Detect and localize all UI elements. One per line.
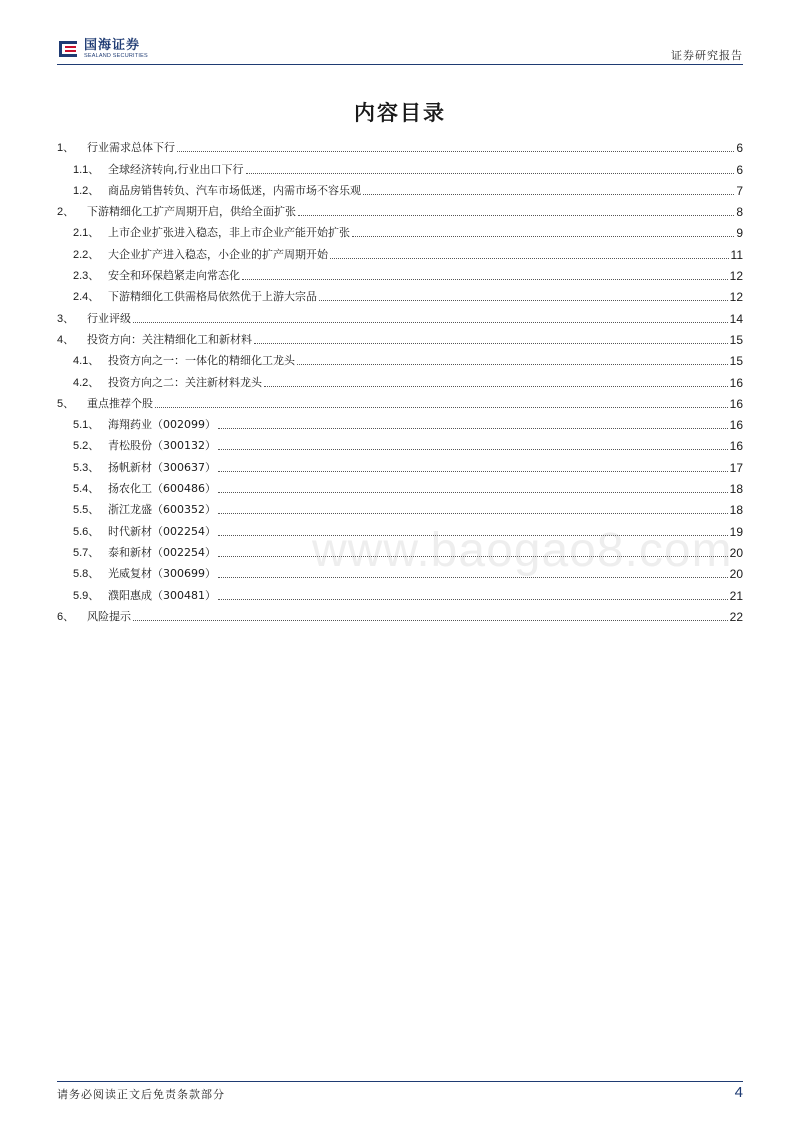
- toc-entry-number: 5.7、: [73, 546, 100, 559]
- toc-leader-dots: [218, 471, 728, 472]
- toc-entry[interactable]: [57, 134, 743, 155]
- toc-entry-page: 11: [730, 247, 743, 262]
- toc-entry-label: 上市企业扩张进入稳态，非上市企业产能开始扩张: [108, 226, 350, 240]
- toc-entry-page: 6: [736, 141, 743, 156]
- toc-entry[interactable]: [57, 347, 743, 368]
- toc-entry[interactable]: [57, 475, 743, 496]
- toc-entry-label: 濮阳惠成（300481）: [108, 588, 216, 602]
- toc-leader-dots: [246, 173, 735, 174]
- toc-leader-dots: [218, 513, 728, 514]
- toc-leader-dots: [319, 300, 728, 301]
- toc-leader-dots: [218, 449, 728, 450]
- toc-entry-number: 2.2、: [73, 248, 100, 261]
- toc-leader-dots: [297, 364, 728, 365]
- toc-entry-number: 4.1、: [73, 355, 100, 368]
- toc-entry[interactable]: [57, 390, 743, 411]
- toc-entry-number: 5.3、: [73, 461, 100, 474]
- toc-entry-page: 17: [729, 460, 743, 475]
- toc-entry-page: 9: [736, 226, 743, 241]
- logo-chinese-name: 国海证券: [84, 37, 141, 53]
- company-logo: [57, 38, 148, 60]
- toc-entry-label: 投资方向之二：关注新材料龙头: [108, 375, 262, 389]
- toc-entry[interactable]: [57, 496, 743, 517]
- sealand-logo-icon: [57, 38, 79, 60]
- toc-leader-dots: [218, 492, 728, 493]
- toc-entry-label: 青松股份（300132）: [108, 439, 216, 453]
- toc-entry-number: 1.1、: [73, 163, 100, 176]
- toc-entry-label: 全球经济转向,行业出口下行: [108, 162, 244, 176]
- toc-entry-label: 扬帆新材（300637）: [108, 460, 216, 474]
- toc-entry-number: 6、: [57, 610, 75, 623]
- toc-entry-page: 8: [736, 205, 743, 220]
- toc-leader-dots: [133, 322, 728, 323]
- toc-entry[interactable]: [57, 368, 743, 389]
- toc-entry[interactable]: [57, 581, 743, 602]
- toc-leader-dots: [264, 386, 728, 387]
- toc-entry-label: 投资方向之一：一体化的精细化工龙头: [108, 354, 295, 368]
- toc-entry-page: 16: [729, 418, 743, 433]
- toc-entry-page: 16: [729, 375, 743, 390]
- toc-leader-dots: [330, 258, 729, 259]
- toc-entry-number: 2.4、: [73, 291, 100, 304]
- page-number: 4: [734, 1084, 743, 1101]
- toc-entry-label: 海翔药业（002099）: [108, 418, 216, 432]
- toc-entry[interactable]: [57, 326, 743, 347]
- toc-entry-page: 12: [729, 269, 743, 284]
- toc-leader-dots: [155, 407, 728, 408]
- toc-leader-dots: [298, 215, 734, 216]
- toc-entry-number: 3、: [57, 312, 75, 325]
- toc-entry-page: 20: [729, 545, 743, 560]
- toc-leader-dots: [218, 599, 728, 600]
- toc-entry-label: 投资方向：关注精细化工和新材料: [87, 332, 252, 346]
- toc-leader-dots: [218, 428, 728, 429]
- toc-leader-dots: [352, 236, 734, 237]
- report-type-label: 证券研究报告: [671, 49, 743, 62]
- toc-entry-number: 5.9、: [73, 589, 100, 602]
- toc-entry-number: 1.2、: [73, 184, 100, 197]
- toc-entry-number: 5.2、: [73, 440, 100, 453]
- watermark: www.baogao8.com: [312, 524, 733, 577]
- toc-entry[interactable]: [57, 219, 743, 240]
- toc-entry-page: 22: [729, 609, 743, 624]
- toc-entry[interactable]: [57, 453, 743, 474]
- toc-entry-label: 行业需求总体下行: [87, 141, 175, 155]
- toc-entry-label: 大企业扩产进入稳态，小企业的扩产周期开始: [108, 247, 328, 261]
- toc-entry-page: 21: [729, 588, 743, 603]
- toc-entry-label: 时代新材（002254）: [108, 524, 216, 538]
- toc-entry-page: 15: [729, 332, 743, 347]
- toc-entry[interactable]: [57, 198, 743, 219]
- toc-entry-number: 5.4、: [73, 483, 100, 496]
- toc-entry-number: 5.1、: [73, 419, 100, 432]
- toc-leader-dots: [177, 151, 734, 152]
- toc-entry-label: 商品房销售转负、汽车市场低迷，内需市场不容乐观: [108, 183, 361, 197]
- toc-entry-page: 19: [729, 524, 743, 539]
- toc-entry-label: 扬农化工（600486）: [108, 482, 216, 496]
- toc-entry-number: 2.1、: [73, 227, 100, 240]
- toc-entry-label: 光威复材（300699）: [108, 567, 216, 581]
- toc-leader-dots: [254, 343, 728, 344]
- toc-leader-dots: [242, 279, 728, 280]
- toc-entry-page: 6: [736, 162, 743, 177]
- toc-entry[interactable]: [57, 283, 743, 304]
- toc-entry-label: 下游精细化工扩产周期开启，供给全面扩张: [87, 205, 296, 219]
- toc-entry-label: 下游精细化工供需格局依然优于上游大宗品: [108, 290, 317, 304]
- toc-entry-label: 重点推荐个股: [87, 396, 153, 410]
- toc-entry-page: 18: [729, 482, 743, 497]
- footer-divider: [57, 1081, 743, 1082]
- toc-entry[interactable]: [57, 603, 743, 624]
- toc-entry-number: 4、: [57, 333, 75, 346]
- toc-entry[interactable]: [57, 155, 743, 176]
- toc-entry[interactable]: [57, 304, 743, 325]
- toc-entry[interactable]: [57, 432, 743, 453]
- toc-entry-label: 行业评级: [87, 311, 131, 325]
- toc-entry-label: 安全和环保趋紧走向常态化: [108, 269, 240, 283]
- toc-entry[interactable]: [57, 177, 743, 198]
- toc-entry-number: 5.5、: [73, 504, 100, 517]
- toc-entry-label: 浙江龙盛（600352）: [108, 503, 216, 517]
- header-divider: [57, 64, 743, 65]
- toc-entry-page: 16: [729, 396, 743, 411]
- toc-entry-page: 16: [729, 439, 743, 454]
- logo-english-name: SEALAND SECURITIES: [84, 52, 148, 59]
- toc-entry-page: 18: [729, 503, 743, 518]
- toc-entry-page: 14: [729, 311, 743, 326]
- toc-entry-number: 4.2、: [73, 376, 100, 389]
- page-title: 内容目录: [354, 101, 446, 125]
- footer-disclaimer: 请务必阅读正文后免责条款部分: [57, 1088, 225, 1101]
- toc-entry-number: 1、: [57, 142, 75, 155]
- toc-entry-number: 5.8、: [73, 568, 100, 581]
- toc-entry-number: 5、: [57, 397, 75, 410]
- toc-entry-number: 5.6、: [73, 525, 100, 538]
- toc-entry-label: 泰和新材（002254）: [108, 545, 216, 559]
- page-header: [0, 0, 800, 66]
- toc-entry-page: 20: [729, 567, 743, 582]
- toc-entry[interactable]: [57, 262, 743, 283]
- toc-entry-label: 风险提示: [87, 609, 131, 623]
- toc-entry-page: 15: [729, 354, 743, 369]
- toc-entry-number: 2、: [57, 206, 75, 219]
- toc-entry-page: 7: [736, 183, 743, 198]
- toc-entry[interactable]: [57, 411, 743, 432]
- toc-leader-dots: [133, 620, 728, 621]
- toc-leader-dots: [363, 194, 734, 195]
- toc-entry[interactable]: [57, 240, 743, 261]
- toc-entry-page: 12: [729, 290, 743, 305]
- toc-entry-number: 2.3、: [73, 270, 100, 283]
